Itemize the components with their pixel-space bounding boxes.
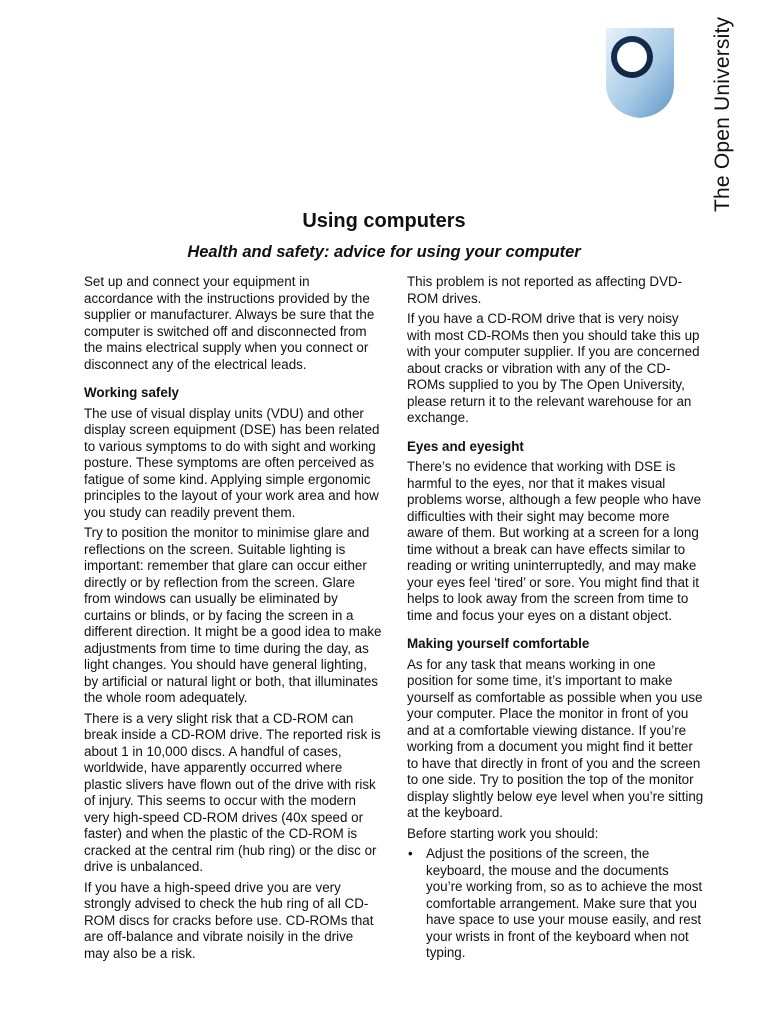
brand-name: The Open University: [711, 16, 734, 212]
paragraph: There’s no evidence that working with DSE is harmful to the eyes, nor that it makes visual problems worse, although a few people who have difficulties with their sight may become more aware of them. But working at a screen for a long time without a break can have effects similar to reading or writing uninterruptedly, and may make your eyes feel ‘tired’ or sore. You might find that it helps to look away from the screen from time to time and focus your eyes on a distant object.: [407, 459, 702, 623]
right-column: [407, 274, 705, 962]
paragraph: As for any task that means working in one position for some time, it’s important to make yourself as comfortable as possible when you use your computer. Place the monitor in front of you and at a comfortable viewing distance. If you’re working from a document you might find it better to have that directly in front of you and the screen to one side. Try to position the top of the monitor display slightly below eye level when you’re sitting at the keyboard.: [407, 656, 704, 820]
intro-paragraph: Set up and connect your equipment in accordance with the instructions provided by the supplier or manufacturer. Always be sure that the computer is switched off and disconnected from the mains electrical supply when you connect or disconnect any of the electrical leads.: [84, 274, 375, 372]
section-heading-working-safely: Working safely: [84, 385, 180, 400]
left-column: [84, 274, 382, 966]
paragraph: Try to position the monitor to minimise glare and reflections on the screen. Suitable lighting is important: remember that glare can occur either directly or by reflection from the screen. Glare from windows can usually be eliminated by curtains or blinds, or by facing the screen in a different direction. It might be a good idea to make adjustments from time to time during the day, as light changes. You should have general lighting, by artificial or natural light or both, that illuminates the whole room adequately.: [84, 525, 382, 705]
bullet-list: [407, 846, 705, 962]
section-heading-eyes: Eyes and eyesight: [407, 438, 524, 454]
section-heading-comfort: Making yourself comfortable: [407, 636, 590, 651]
paragraph: There is a very slight risk that a CD-ROM can break inside a CD-ROM drive. The reported risk is about 1 in 10,000 discs. A handful of cases, worldwide, have apparently occurred where plastic slivers have flown out of the drive with risk of injury. This seems to occur with the modern very high-speed CD-ROM drives (40x speed or faster) and when the plastic of the CD-ROM is cracked at the central rim (hub ring) or the disc or drive is unbalanced.: [84, 710, 381, 874]
paragraph: The use of visual display units (VDU) and other display screen equipment (DSE) has been related to various symptoms to do with sight and working posture. These symptoms are often perceived as fatigue of some kind. Applying simple ergonomic principles to the layout of your work area and how you study can readily prevent them.: [84, 405, 380, 520]
paragraph: If you have a high-speed drive you are very strongly advised to check the hub ring of all CD-ROM discs for cracks before use. CD-ROMs that are off-balance and vibrate noisily in the drive may also be a risk.: [84, 879, 374, 961]
list-item: • Adjust the positions of the screen, the keyboard, the mouse and the documents you’re working from, so as to achieve the most comfortable arrangement. Make sure that you have space to use your mouse easily, and rest your wrists in front of the keyboard when not typing.: [426, 846, 705, 962]
paragraph: If you have a CD-ROM drive that is very noisy with most CD-ROMs then you should take this up with your computer supplier. If you are concerned about cracks or vibration with any of the CD-ROMs supplied to you by The Open University, please return it to the relevant warehouse for an exchange.: [407, 311, 700, 425]
page-subtitle: Health and safety: advice for using your computer: [187, 243, 581, 261]
open-university-logo: [604, 26, 676, 120]
paragraph: This problem is not reported as affecting DVD-ROM drives.: [407, 274, 683, 306]
lead-in-text: Before starting work you should:: [407, 825, 599, 841]
page-title: Using computers: [302, 210, 466, 232]
